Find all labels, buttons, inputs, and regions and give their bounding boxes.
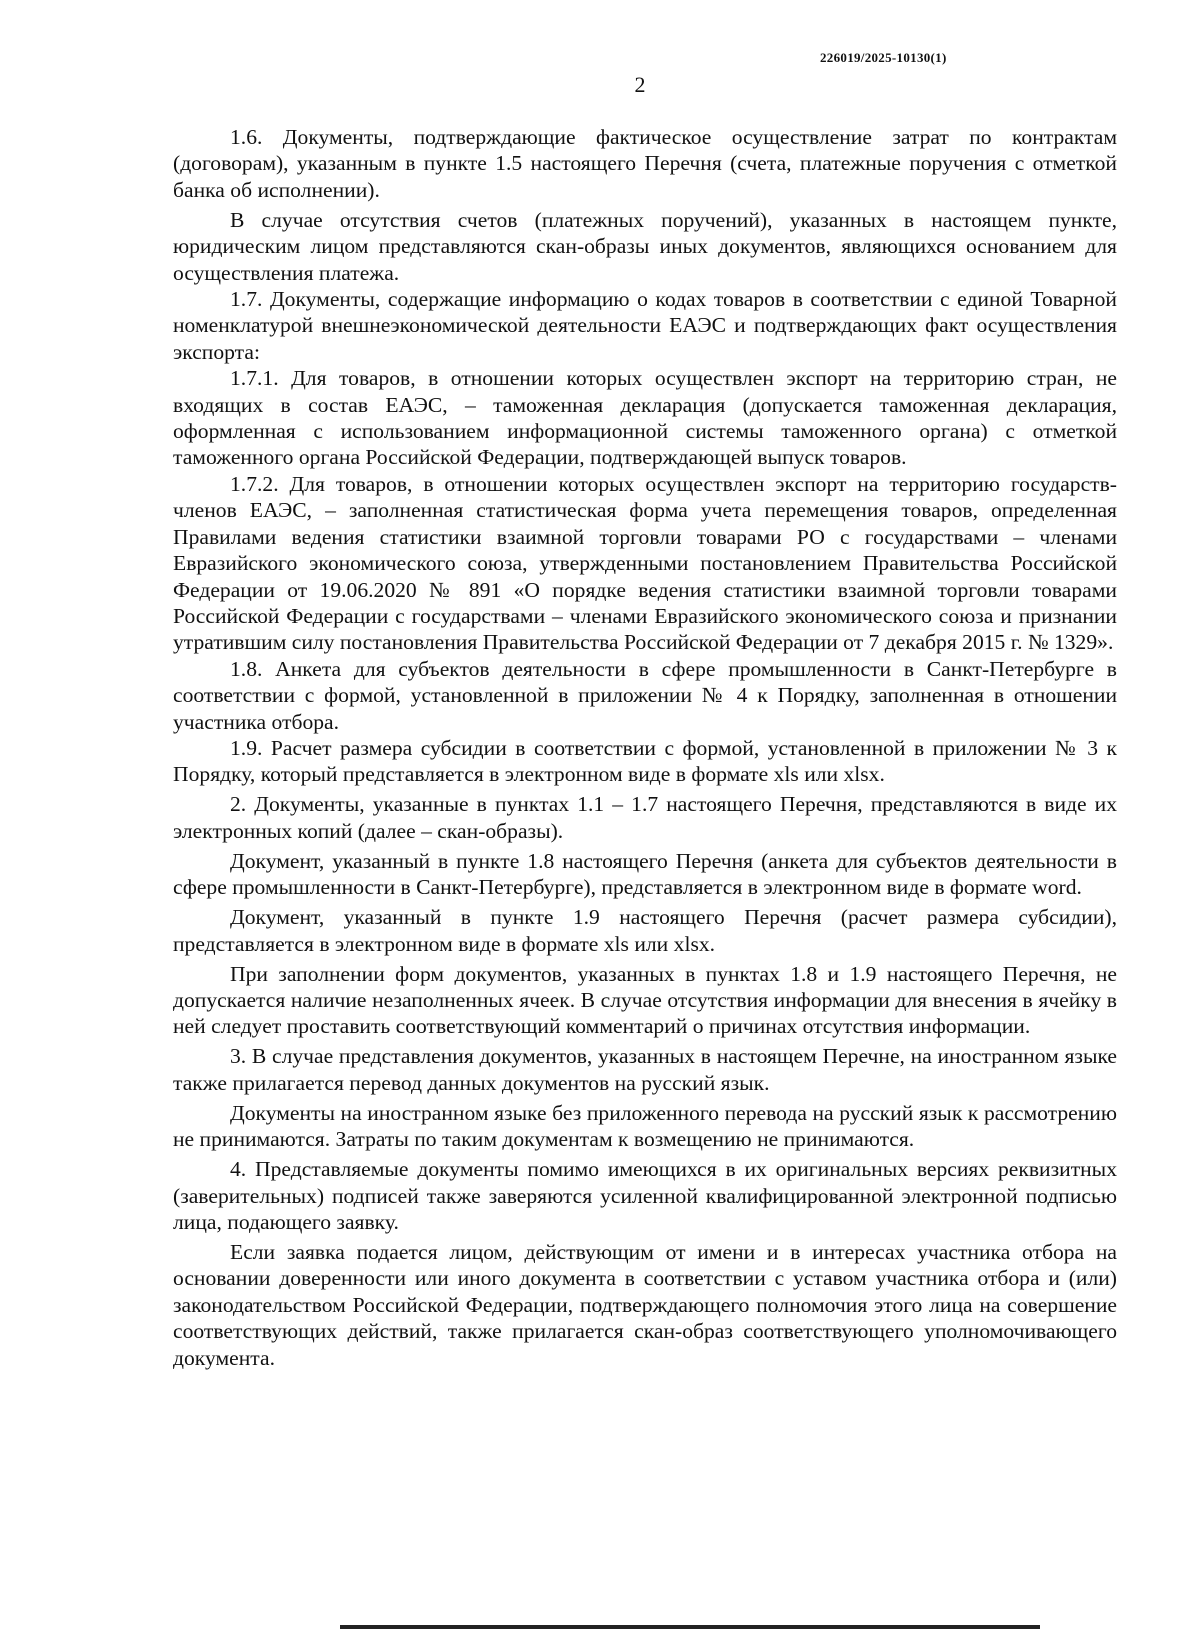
page-number: 2 <box>634 72 646 97</box>
paragraph-4: 4. Представляемые документы помимо имеющихся в их оригинальных версиях реквизитных (заверительных) подписей также заверяются усиленной квалифицированной электронной подписью лица, подающего заявку. <box>173 1157 1117 1234</box>
scan-edge-line <box>340 1625 1040 1629</box>
paragraph-1-9: 1.9. Расчет размера субсидии в соответствии с формой, установленной в приложении № 3 к Порядку, который представляется в электронном виде в формате xls или xlsx. <box>173 735 1117 787</box>
paragraph-1-7: 1.7. Документы, содержащие информацию о кодах товаров в соответствии с единой Товарной номенклатурой внешнеэкономической деятельности ЕАЭС и подтверждающих факт осуществления экспорта: <box>173 287 1117 364</box>
paragraph-2-xls: Документ, указанный в пункте 1.9 настоящего Перечня (расчет размера субсидии), представляется в электронном виде в формате xls или xlsx. <box>173 905 1117 956</box>
paragraph-1-6: 1.6. Документы, подтверждающие фактическое осуществление затрат по контрактам (договорам), указанным в пункте 1.5 настоящего Перечня (счета, платежные поручения с отметкой банка об исполнении). <box>173 125 1117 202</box>
paragraph-2-cells: При заполнении форм документов, указанных в пунктах 1.8 и 1.9 настоящего Перечня, не допускается наличие незаполненных ячеек. В случае отсутствия информации для внесения в ячейку в ней следует проставить соответствующий комментарий о причинах отсутствия информации. <box>173 961 1117 1039</box>
document-registration-number: 226019/2025-10130(1) <box>820 50 947 65</box>
paragraph-1-6-note: В случае отсутствия счетов (платежных поручений), указанных в настоящем пункте, юридическим лицом представляются скан-образы иных документов, являющихся основанием для осуществления платежа. <box>173 207 1117 285</box>
paragraph-1-7-2: 1.7.2. Для товаров, в отношении которых осуществлен экспорт на территорию государств-членов ЕАЭС, – заполненная статистическая форма учета перемещения товаров, определенная Правилами ведения статистики взаимной торговли товарами РО с государствами – членами Евразийского экономического союза, утвержденными постановлением Правительства Российской Федерации от 19.06.2020 № 891 «О порядке ведения статистики взаимной торговли товарами Российской Федерации с государствами – членами Евразийского экономического союза и признании утратившим силу постановления Правительства Российской Федерации от 7 декабря 2015 г. № 1329». <box>173 471 1117 655</box>
paragraph-2: 2. Документы, указанные в пунктах 1.1 – 1.7 настоящего Перечня, представляются в виде их электронных копий (далее – скан-образы). <box>173 792 1117 843</box>
paragraph-3: 3. В случае представления документов, указанных в настоящем Перечне, на иностранном языке также прилагается перевод данных документов на русский язык. <box>173 1044 1117 1095</box>
paragraph-1-8: 1.8. Анкета для субъектов деятельности в сфере промышленности в Санкт-Петербурге в соответствии с формой, установленной в приложении № 4 к Порядку, заполненная в отношении участника отбора. <box>173 656 1117 734</box>
paragraph-3-note: Документы на иностранном языке без приложенного перевода на русский язык к рассмотрению не принимаются. Затраты по таким документам к возмещению не принимаются. <box>173 1100 1117 1152</box>
paragraph-2-word: Документ, указанный в пункте 1.8 настоящего Перечня (анкета для субъектов деятельности в сфере промышленности в Санкт-Петербурге), представляется в электронном виде в формате word. <box>173 848 1117 900</box>
document-body <box>173 124 1117 1375</box>
paragraph-4-proxy: Если заявка подается лицом, действующим от имени и в интересах участника отбора на основании доверенности или иного документа в соответствии с уставом участника отбора и (или) законодательством Российской Федерации, подтверждающего полномочия этого лица на совершение соответствующих действий, также прилагается скан-образ соответствующего уполномочивающего документа. <box>173 1240 1117 1370</box>
paragraph-1-7-1: 1.7.1. Для товаров, в отношении которых осуществлен экспорт на территорию стран, не входящих в состав ЕАЭС, – таможенная декларация (допускается таможенная декларация, оформленная с использованием информационной системы таможенного органа) с отметкой таможенного органа Российской Федерации, подтверждающей выпуск товаров. <box>173 366 1117 470</box>
